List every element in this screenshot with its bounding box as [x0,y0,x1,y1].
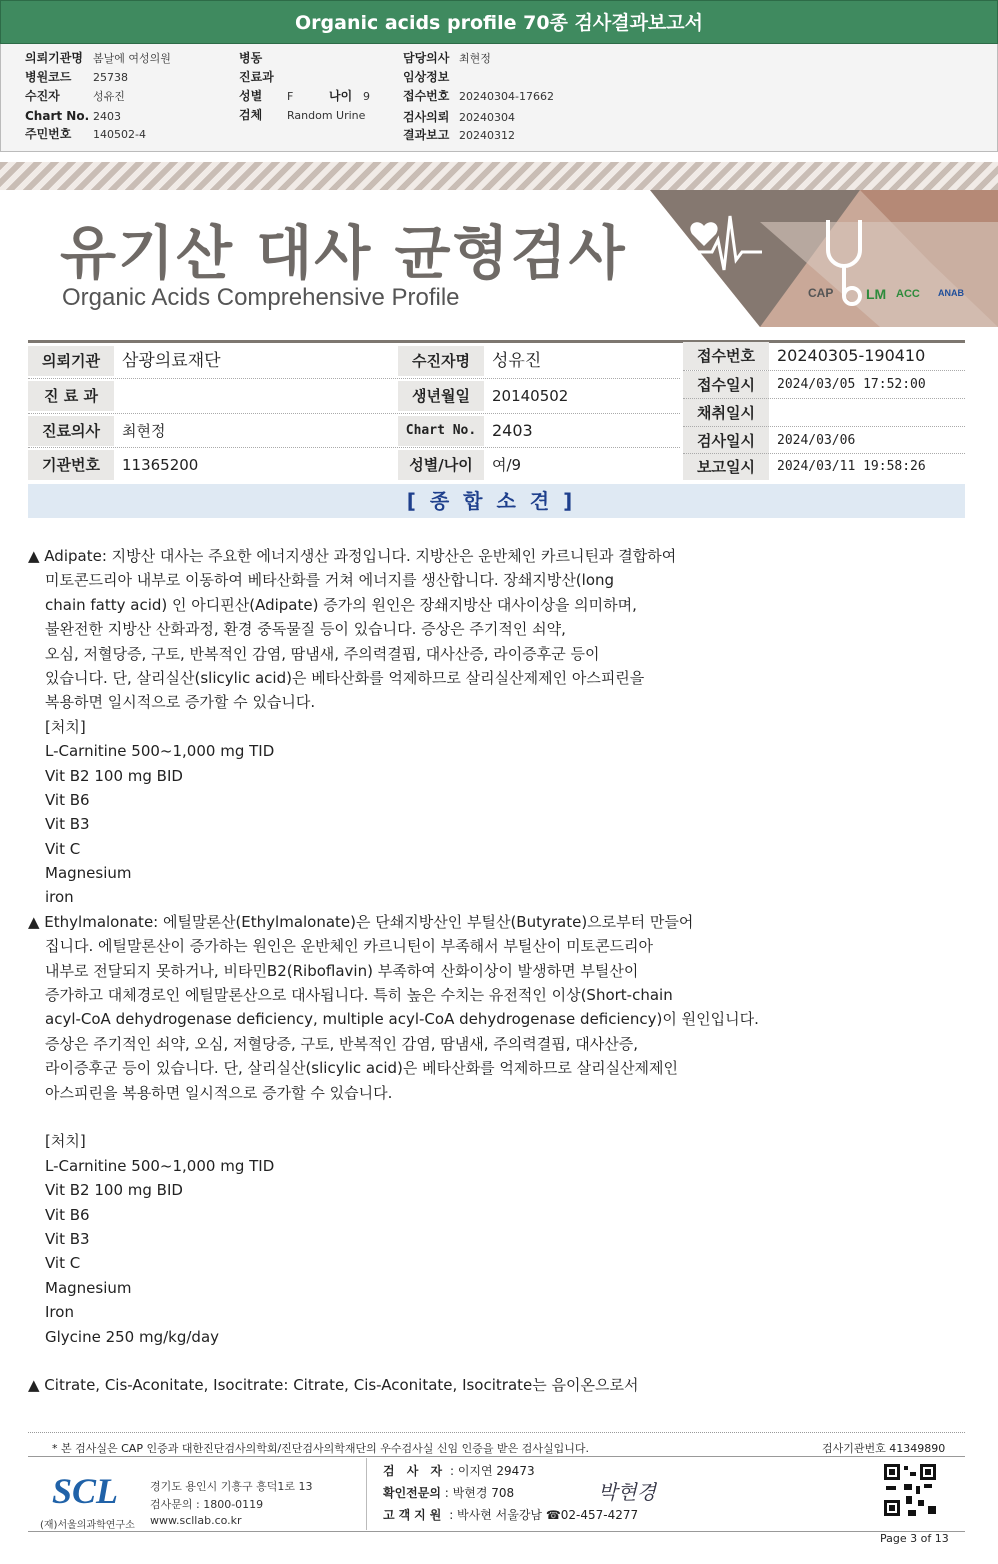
info-label: 의뢰기관명 [25,51,83,65]
summary-line: Iron [45,1303,74,1322]
summary-line: L-Carnitine 500~1,000 mg TID [45,1156,275,1175]
summary-line: 미토콘드리아 내부로 이동하여 베타산화를 거쳐 에너지를 생산합니다. 장쇄지방산(long [45,571,615,590]
summary-body [28,544,928,1398]
label-institution: 의뢰기관 [28,346,114,376]
physician-signature: 박현경 [598,1480,656,1504]
row-divider [683,370,965,371]
label-test-date: 검사일시 [683,427,769,455]
summary-line: 내부로 전달되지 못하거나, 비타민B2(Riboflavin) 부족하여 산화이상이 발생하면 부틸산이 [45,961,639,980]
summary-line: iron [45,888,74,907]
value-receipt-time: 2024/03/05 17:52:00 [777,377,926,392]
summary-line: [처치] [45,717,86,736]
scl-logo: SCL [52,1471,119,1511]
label-birthdate: 생년월일 [398,381,484,411]
age-value: 9 [363,90,370,103]
pathologist-value: : 박현경 708 [444,1486,515,1500]
summary-line: 오심, 저혈당증, 구토, 반복적인 감염, 땀냄새, 주의력결핍, 대사산증, 라이증후군 등이 [45,644,600,663]
label-receipt-time: 접수일시 [683,371,769,399]
summary-line: Vit C [45,1254,81,1273]
page-number: Page 3 of 13 [880,1532,949,1545]
info-value: 최현정 [459,52,491,65]
row-divider [683,453,965,454]
label-org-number: 기관번호 [28,450,114,480]
examiner-value: : 이지연 29473 [449,1464,535,1478]
summary-line: Glycine 250 mg/kg/day [45,1327,220,1346]
lm-logo: LM [866,286,887,302]
info-label: 결과보고 [403,128,450,142]
row-divider [28,413,680,414]
summary-line: Vit B2 100 mg BID [45,766,183,785]
age-label: 나이 [329,89,353,103]
patient-info-table [28,340,965,480]
finding-heading-line: ▲ Citrate, Cis-Aconitate, Isocitrate: Citrate, Cis-Aconitate, Isocitrate는 음이온으로서 [28,1376,639,1395]
report-banner-title: Organic acids profile 70종 검사결과보고서 [0,0,998,44]
row-divider [28,378,680,379]
summary-line: Vit C [45,839,81,858]
info-label: Chart No. [25,109,90,123]
info-value: 20240312 [459,129,515,142]
value-institution: 삼광의료재단 [122,351,221,371]
info-label: 주민번호 [25,127,72,141]
summary-line: Vit B3 [45,815,90,834]
info-label: 성별 [239,89,263,103]
summary-line: chain fatty acid) 인 아디핀산(Adipate) 증가의 원인은 장쇄지방산 대사이상을 의미하며, [45,595,637,614]
info-value: F [287,90,294,103]
value-sex-age: 여/9 [492,456,522,474]
summary-line: 라이증후군 등이 있습니다. 단, 살리실산(slicylic acid)은 베타산화를 억제하므로 살리실산제제인 [45,1059,679,1078]
value-receipt-no: 20240305-190410 [777,346,926,365]
summary-line: 아스피린을 복용하면 일시적으로 증가할 수 있습니다. [45,1083,393,1102]
value-report-time: 2024/03/11 19:58:26 [777,459,926,474]
summary-line: Magnesium [45,1278,132,1297]
info-label: 검체 [239,108,263,122]
summary-line: Vit B3 [45,1229,90,1248]
row-divider [28,447,680,448]
summary-line [28,1105,928,1129]
summary-line: acyl-CoA dehydrogenase deficiency, multiple acyl-CoA dehydrogenase deficiency)이 원인입니다. [45,1010,759,1029]
summary-line: 복용하면 일시적으로 증가할 수 있습니다. [45,693,316,712]
info-value: 25738 [93,71,128,84]
lab-address: 경기도 용인시 기흥구 흥덕1로 13 [150,1480,313,1493]
report-title-ko: 유기산 대사 균형검사 [60,219,627,287]
summary-heading: [종합소견] [28,484,965,518]
summary-line: Magnesium [45,864,132,883]
info-label: 병동 [239,51,263,65]
label-physician: 진료의사 [28,416,114,446]
pathologist-row [383,1484,514,1501]
report-title-en: Organic Acids Comprehensive Profile [62,284,460,311]
summary-line: 있습니다. 단, 살리실산(slicylic acid)은 베타산화를 억제하므로 살리실산제제인 아스피린을 [45,668,645,687]
label-report-time: 보고일시 [683,454,769,480]
footer-divider [366,1458,367,1530]
support-value: : 박사현 서울강남 ☎02-457-4277 [449,1508,639,1522]
examiner-row [383,1462,535,1479]
examiner-label: 검 사 자 [383,1464,447,1478]
top-patient-info [0,44,998,152]
info-label: 검사의뢰 [403,110,450,124]
info-value: 성유진 [93,90,125,103]
lab-website[interactable]: www.scllab.co.kr [150,1514,242,1527]
value-chart-no: 2403 [492,421,533,440]
summary-line: L-Carnitine 500~1,000 mg TID [45,742,275,761]
summary-line [28,1349,928,1373]
info-value: Random Urine [287,109,366,122]
lab-contact: 검사문의 : 1800-0119 [150,1498,264,1511]
value-physician: 최현정 [122,422,166,440]
value-patient-name: 성유진 [492,351,542,371]
certification-note: * 본 검사실은 CAP 인증과 대한진단검사의학회/진단검사의학재단의 우수검사실 신임 인증을 받은 검사실입니다. [52,1442,590,1455]
summary-line: [처치] [45,1132,86,1151]
value-test-date: 2024/03/06 [777,433,856,448]
pathologist-label: 확인전문의 [383,1486,441,1500]
report-header [0,162,998,327]
info-value: 봄날에 여성의원 [93,52,171,65]
label-patient-name: 수진자명 [398,346,484,376]
info-label: 임상정보 [403,70,450,84]
info-value: 20240304-17662 [459,90,554,103]
label-collection-time: 채취일시 [683,399,769,427]
acc-logo: ACC [896,288,920,300]
label-department: 진 료 과 [28,381,114,411]
summary-line: Vit B2 100 mg BID [45,1181,183,1200]
row-divider [683,426,965,427]
anab-logo: ANAB [938,288,964,298]
info-label: 수진자 [25,89,60,103]
summary-line: Vit B6 [45,790,90,809]
label-receipt-no: 접수번호 [683,342,769,370]
lab-name: (재)서울의과학연구소 [40,1520,135,1531]
support-label: 고객지원 [383,1508,446,1522]
summary-line: 증상은 주기적인 쇠약, 오심, 저혈당증, 구토, 반복적인 감염, 땀냄새, 주의력결핍, 대사산증, [45,1034,638,1053]
summary-line: 증가하고 대체경로인 에틸말론산으로 대사됩니다. 특히 높은 수치는 유전적인 이상(Short-chain [45,986,673,1005]
footer-rule [28,1432,965,1433]
lab-id-number: 검사기관번호 41349890 [822,1442,946,1455]
info-label: 접수번호 [403,89,450,103]
support-row [383,1506,638,1523]
summary-line: 불완전한 지방산 산화과정, 환경 중독물질 등이 있습니다. 증상은 주기적인 쇠약, [45,620,566,639]
label-sex-age: 성별/나이 [398,450,484,480]
info-label: 진료과 [239,70,274,84]
row-divider [683,398,965,399]
info-label: 담당의사 [403,51,450,65]
summary-line: 집니다. 에틸말론산이 증가하는 원인은 운반체인 카르니틴이 부족해서 부틸산이 미토콘드리아 [45,937,654,956]
qr-code-icon [882,1462,938,1518]
info-label: 병원코드 [25,70,72,84]
info-value: 140502-4 [93,128,146,141]
summary-line: Vit B6 [45,1205,90,1224]
value-birthdate: 20140502 [492,387,569,405]
label-chart-no: Chart No. [398,416,484,446]
cap-logo: CAP [808,286,834,300]
finding-heading-line: ▲ Ethylmalonate: 에틸말론산(Ethylmalonate)은 단쇄지방산인 부틸산(Butyrate)으로부터 만들어 [28,912,694,931]
value-org-number: 11365200 [122,456,199,474]
info-value: 2403 [93,110,121,123]
finding-heading-line: ▲ Adipate: 지방산 대사는 주요한 에너지생산 과정입니다. 지방산은 운반체인 카르니틴과 결합하여 [28,547,677,565]
info-value: 20240304 [459,111,515,124]
